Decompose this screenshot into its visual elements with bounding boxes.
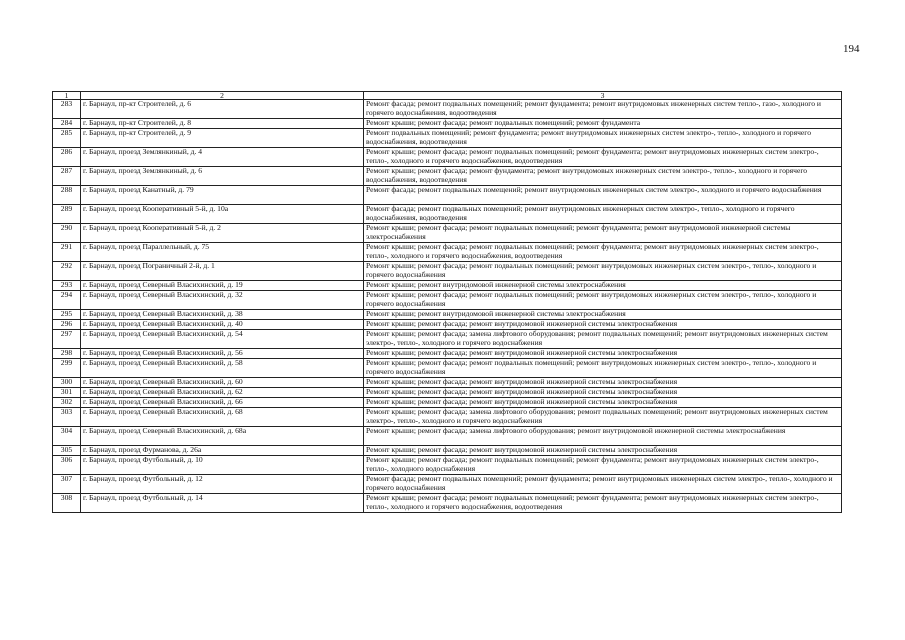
address-cell: г. Барнаул, проезд Канатный, д. 79 <box>81 186 364 205</box>
works-cell: Ремонт крыши; ремонт фасада; ремонт внутридомовой инженерной системы электроснабжения <box>364 388 842 398</box>
row-number-cell: 290 <box>53 224 81 243</box>
row-number-cell: 293 <box>53 281 81 291</box>
table-row <box>53 262 842 281</box>
row-number-cell: 306 <box>53 456 81 475</box>
address-cell: г. Барнаул, проезд Северный Власихинский, д. 68а <box>81 427 364 446</box>
works-cell: Ремонт крыши; ремонт фасада; ремонт подвальных помещений; ремонт фундамента; ремонт внутридомовых инженерных систем электро-, тепло-, холодного водоснабжения <box>364 456 842 475</box>
table-row <box>53 291 842 310</box>
works-cell: Ремонт крыши; ремонт фасада; ремонт внутридомовой инженерной системы электроснабжения <box>364 349 842 359</box>
table-row <box>53 427 842 446</box>
address-cell: г. Барнаул, проезд Северный Власихинский, д. 68 <box>81 408 364 427</box>
row-number-cell: 303 <box>53 408 81 427</box>
row-number-cell: 296 <box>53 320 81 330</box>
works-cell: Ремонт крыши; ремонт фасада; ремонт подвальных помещений; ремонт фундамента; ремонт внутридомовых инженерных систем электро-, тепло-, холодного и горячего водоснабжения, водоотведения <box>364 148 842 167</box>
address-cell: г. Барнаул, проезд Футбольный, д. 10 <box>81 456 364 475</box>
table-row <box>53 320 842 330</box>
row-number-cell: 295 <box>53 310 81 320</box>
row-number-cell: 291 <box>53 243 81 262</box>
works-cell: Ремонт крыши; ремонт фасада; ремонт подвальных помещений; ремонт внутридомовых инженерных систем электро-, тепло-, холодного и горячего водоснабжения <box>364 262 842 281</box>
table-row <box>53 475 842 494</box>
address-cell: г. Барнаул, проезд Северный Власихинский, д. 60 <box>81 378 364 388</box>
row-number-cell: 286 <box>53 148 81 167</box>
row-number-cell: 294 <box>53 291 81 310</box>
row-number-cell: 288 <box>53 186 81 205</box>
address-cell: г. Барнаул, проезд Северный Власихинский, д. 19 <box>81 281 364 291</box>
table-row <box>53 408 842 427</box>
table-row <box>53 310 842 320</box>
table-row <box>53 359 842 378</box>
table-row <box>53 224 842 243</box>
works-cell: Ремонт крыши; ремонт фасада; ремонт подвальных помещений; ремонт фундамента; ремонт внутридомовой инженерной системы электроснабжения <box>364 224 842 243</box>
works-cell: Ремонт фасада; ремонт подвальных помещений; ремонт фундамента; ремонт внутридомовых инженерных систем тепло-, газо-, холодного и горячего водоснабжения, водоотведения <box>364 100 842 119</box>
table-row <box>53 446 842 456</box>
address-cell: г. Барнаул, проезд Северный Власихинский, д. 58 <box>81 359 364 378</box>
table-row <box>53 100 842 119</box>
works-cell: Ремонт фасада; ремонт подвальных помещений; ремонт внутридомовых инженерных систем электро-, холодного и горячего водоснабжения <box>364 186 842 205</box>
table-row <box>53 119 842 129</box>
address-cell: г. Барнаул, проезд Северный Власихинский, д. 32 <box>81 291 364 310</box>
address-cell: г. Барнаул, пр-кт Строителей, д. 6 <box>81 100 364 119</box>
column-header-2: 2 <box>81 92 364 100</box>
address-cell: г. Барнаул, пр-кт Строителей, д. 9 <box>81 129 364 148</box>
works-cell: Ремонт фасада; ремонт подвальных помещений; ремонт внутридомовых инженерных систем электро-, тепло-, холодного и горячего водоснабжения, водоотведения <box>364 205 842 224</box>
address-cell: г. Барнаул, проезд Северный Власихинский, д. 66 <box>81 398 364 408</box>
works-cell: Ремонт крыши; ремонт фасада; ремонт подвальных помещений; ремонт внутридомовых инженерных систем электро-, тепло-, холодного и горячего водоснабжения <box>364 359 842 378</box>
address-cell: г. Барнаул, проезд Северный Власихинский, д. 40 <box>81 320 364 330</box>
table-row <box>53 330 842 349</box>
table-row <box>53 243 842 262</box>
row-number-cell: 297 <box>53 330 81 349</box>
table-row <box>53 167 842 186</box>
address-cell: г. Барнаул, проезд Параллельный, д. 75 <box>81 243 364 262</box>
table-row <box>53 494 842 513</box>
row-number-cell: 289 <box>53 205 81 224</box>
works-cell: Ремонт крыши; ремонт фасада; замена лифтового оборудования; ремонт подвальных помещений; ремонт внутридомовых инженерных систем электро-, тепло-, холодного и горячего водоснабжения <box>364 330 842 349</box>
table-row <box>53 378 842 388</box>
row-number-cell: 301 <box>53 388 81 398</box>
address-cell: г. Барнаул, проезд Северный Власихинский, д. 56 <box>81 349 364 359</box>
table-row <box>53 205 842 224</box>
row-number-cell: 304 <box>53 427 81 446</box>
row-number-cell: 283 <box>53 100 81 119</box>
row-number-cell: 305 <box>53 446 81 456</box>
works-cell: Ремонт крыши; ремонт фасада; ремонт подвальных помещений; ремонт фундамента; ремонт внутридомовых инженерных систем электро-, тепло-, холодного и горячего водоснабжения, водоотведения <box>364 243 842 262</box>
works-cell: Ремонт крыши; ремонт фасада; ремонт подвальных помещений; ремонт внутридомовых инженерных систем электро-, тепло-, холодного и горячего водоснабжения <box>364 291 842 310</box>
works-cell: Ремонт крыши; ремонт фасада; ремонт фундамента; ремонт внутридомовых инженерных систем электро-, тепло-, холодного и горячего водоснабжения, водоотведения <box>364 167 842 186</box>
works-cell: Ремонт крыши; ремонт фасада; замена лифтового оборудования; ремонт внутридомовой инженерной системы электроснабжения <box>364 427 842 446</box>
works-cell: Ремонт крыши; ремонт фасада; ремонт внутридомовой инженерной системы электроснабжения <box>364 446 842 456</box>
address-cell: г. Барнаул, проезд Кооперативный 5-й, д. 10а <box>81 205 364 224</box>
table-row <box>53 129 842 148</box>
row-number-cell: 302 <box>53 398 81 408</box>
row-number-cell: 285 <box>53 129 81 148</box>
works-cell: Ремонт крыши; ремонт внутридомовой инженерной системы электроснабжения <box>364 281 842 291</box>
works-cell: Ремонт крыши; ремонт фасада; ремонт внутридомовой инженерной системы электроснабжения <box>364 320 842 330</box>
address-cell: г. Барнаул, проезд Землянкиный, д. 4 <box>81 148 364 167</box>
table-row <box>53 388 842 398</box>
table-row <box>53 349 842 359</box>
page-number: 194 <box>843 43 860 55</box>
address-cell: г. Барнаул, проезд Футбольный, д. 12 <box>81 475 364 494</box>
table-row <box>53 281 842 291</box>
address-cell: г. Барнаул, проезд Северный Власихинский, д. 62 <box>81 388 364 398</box>
row-number-cell: 307 <box>53 475 81 494</box>
table-row <box>53 398 842 408</box>
works-cell: Ремонт крыши; ремонт фасада; ремонт внутридомовой инженерной системы электроснабжения <box>364 398 842 408</box>
address-cell: г. Барнаул, проезд Пограничный 2-й, д. 1 <box>81 262 364 281</box>
works-cell: Ремонт крыши; ремонт фасада; ремонт подвальных помещений; ремонт фундамента; ремонт внутридомовых инженерных систем электро-, тепло-, холодного и горячего водоснабжения, водоотведения <box>364 494 842 513</box>
repair-registry-table <box>52 91 842 513</box>
column-header-1: 1 <box>53 92 81 100</box>
works-cell: Ремонт крыши; ремонт фасада; ремонт внутридомовой инженерной системы электроснабжения <box>364 378 842 388</box>
address-cell: г. Барнаул, проезд Землянкиный, д. 6 <box>81 167 364 186</box>
address-cell: г. Барнаул, проезд Фурманова, д. 26а <box>81 446 364 456</box>
table-row <box>53 148 842 167</box>
table-row <box>53 456 842 475</box>
row-number-cell: 299 <box>53 359 81 378</box>
row-number-cell: 298 <box>53 349 81 359</box>
address-cell: г. Барнаул, проезд Северный Власихинский, д. 54 <box>81 330 364 349</box>
row-number-cell: 308 <box>53 494 81 513</box>
column-header-3: 3 <box>364 92 842 100</box>
row-number-cell: 292 <box>53 262 81 281</box>
works-cell: Ремонт крыши; ремонт внутридомовой инженерной системы электроснабжения <box>364 310 842 320</box>
row-number-cell: 300 <box>53 378 81 388</box>
address-cell: г. Барнаул, проезд Футбольный, д. 14 <box>81 494 364 513</box>
works-cell: Ремонт крыши; ремонт фасада; ремонт подвальных помещений; ремонт фундамента <box>364 119 842 129</box>
works-cell: Ремонт фасада; ремонт подвальных помещений; ремонт фундамента; ремонт внутридомовых инженерных систем электро-, тепло-, холодного и горячего водоснабжения <box>364 475 842 494</box>
address-cell: г. Барнаул, пр-кт Строителей, д. 8 <box>81 119 364 129</box>
row-number-cell: 287 <box>53 167 81 186</box>
works-cell: Ремонт крыши; ремонт фасада; замена лифтового оборудования; ремонт подвальных помещений; ремонт внутридомовых инженерных систем электро-, тепло-, холодного и горячего водоснабжения <box>364 408 842 427</box>
address-cell: г. Барнаул, проезд Северный Власихинский, д. 38 <box>81 310 364 320</box>
row-number-cell: 284 <box>53 119 81 129</box>
works-cell: Ремонт подвальных помещений; ремонт фундамента; ремонт внутридомовых инженерных систем электро-, тепло-, холодного и горячего водоснабжения, водоотведения <box>364 129 842 148</box>
table-row <box>53 186 842 205</box>
address-cell: г. Барнаул, проезд Кооперативный 5-й, д. 2 <box>81 224 364 243</box>
table-header-row <box>53 92 842 100</box>
